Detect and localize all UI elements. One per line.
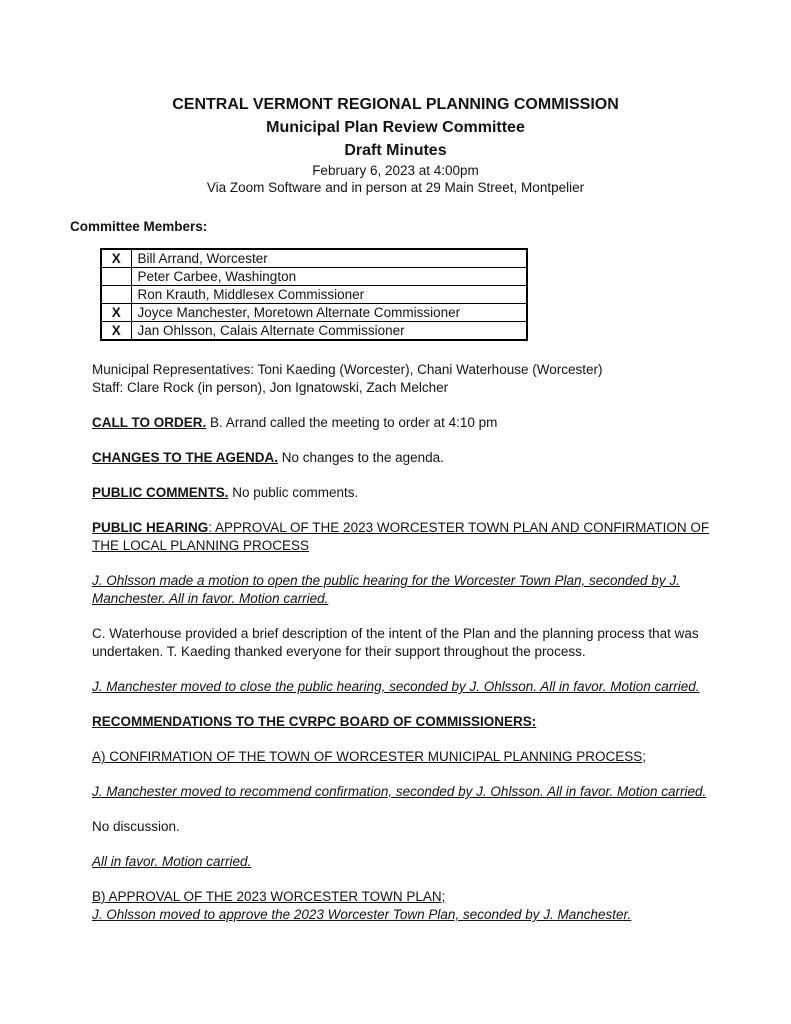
member-name: Bill Arrand, Worcester: [131, 249, 527, 268]
call-to-order-paragraph: [92, 414, 712, 432]
committee-members-label: Committee Members:: [70, 219, 208, 234]
document-header: [0, 0, 791, 196]
table-row: [101, 286, 527, 304]
motion-approve-plan: J. Ohlsson moved to approve the 2023 Worcester Town Plan, seconded by J. Manchester.: [92, 907, 632, 922]
table-row: [101, 304, 527, 322]
item-a-heading: A) CONFIRMATION OF THE TOWN OF WORCESTER MUNICIPAL PLANNING PROCESS;: [92, 749, 647, 764]
table-row: [101, 249, 527, 268]
meeting-datetime: February 6, 2023 at 4:00pm: [312, 163, 479, 178]
attendance-mark: X: [101, 249, 131, 268]
item-b-block: [92, 888, 712, 924]
motion-confirmation: J. Manchester moved to recommend confirmation, seconded by J. Ohlsson. All in favor. Motion carried.: [92, 784, 707, 799]
call-to-order-text: B. Arrand called the meeting to order at 4:10 pm: [206, 415, 498, 430]
attendance-table: [100, 248, 528, 341]
motion-close-hearing: J. Manchester moved to close the public hearing, seconded by J. Ohlsson. All in favor. Motion carried.: [92, 679, 700, 694]
committee-title: Municipal Plan Review Committee: [266, 119, 525, 136]
public-hearing-heading: [92, 519, 712, 555]
staff-line: Staff: Clare Rock (in person), Jon Ignatowski, Zach Melcher: [92, 380, 449, 395]
recommendations-heading: RECOMMENDATIONS TO THE CVRPC BOARD OF COMMISSIONERS:: [92, 714, 537, 729]
meeting-venue: Via Zoom Software and in person at 29 Main Street, Montpelier: [206, 180, 585, 195]
attendance-mark: X: [101, 322, 131, 341]
table-row: [101, 268, 527, 286]
document-type-title: Draft Minutes: [344, 142, 447, 159]
document-body: [0, 218, 791, 924]
hearing-discussion-paragraph: C. Waterhouse provided a brief description of the intent of the Plan and the planning process that was undertaken. T. Kaeding thanked everyone for their support throughout the process.: [92, 626, 699, 659]
public-hearing-subject: : APPROVAL OF THE 2023 WORCESTER TOWN PLAN AND CONFIRMATION OF THE LOCAL PLANNING PROCESS: [92, 520, 710, 553]
member-name: Ron Krauth, Middlesex Commissioner: [131, 286, 527, 304]
public-comments-paragraph: [92, 484, 712, 502]
table-row: [101, 322, 527, 341]
attendance-mark: [101, 286, 131, 304]
changes-to-agenda-heading: CHANGES TO THE AGENDA.: [92, 450, 279, 465]
no-discussion-paragraph: No discussion.: [92, 819, 180, 834]
public-comments-heading: PUBLIC COMMENTS.: [92, 485, 229, 500]
organization-title: CENTRAL VERMONT REGIONAL PLANNING COMMISSION: [172, 96, 619, 113]
changes-to-agenda-paragraph: [92, 449, 712, 467]
public-hearing-label: PUBLIC HEARING: [92, 520, 209, 535]
member-name: Peter Carbee, Washington: [131, 268, 527, 286]
call-to-order-heading: CALL TO ORDER.: [92, 415, 207, 430]
municipal-representatives-line: Municipal Representatives: Toni Kaeding (Worcester), Chani Waterhouse (Worcester): [92, 362, 603, 377]
member-name: Joyce Manchester, Moretown Alternate Commissioner: [131, 304, 527, 322]
all-in-favor-paragraph: All in favor. Motion carried.: [92, 854, 252, 869]
attendance-mark: [101, 268, 131, 286]
changes-to-agenda-text: No changes to the agenda.: [278, 450, 444, 465]
representatives-block: [92, 361, 716, 397]
motion-open-hearing: J. Ohlsson made a motion to open the public hearing for the Worcester Town Plan, seconded by J. Manchester. All in favor. Motion carried.: [92, 573, 680, 606]
attendance-mark: X: [101, 304, 131, 322]
member-name: Jan Ohlsson, Calais Alternate Commissioner: [131, 322, 527, 341]
item-b-heading: B) APPROVAL OF THE 2023 WORCESTER TOWN PLAN;: [92, 889, 446, 904]
public-comments-text: No public comments.: [228, 485, 359, 500]
